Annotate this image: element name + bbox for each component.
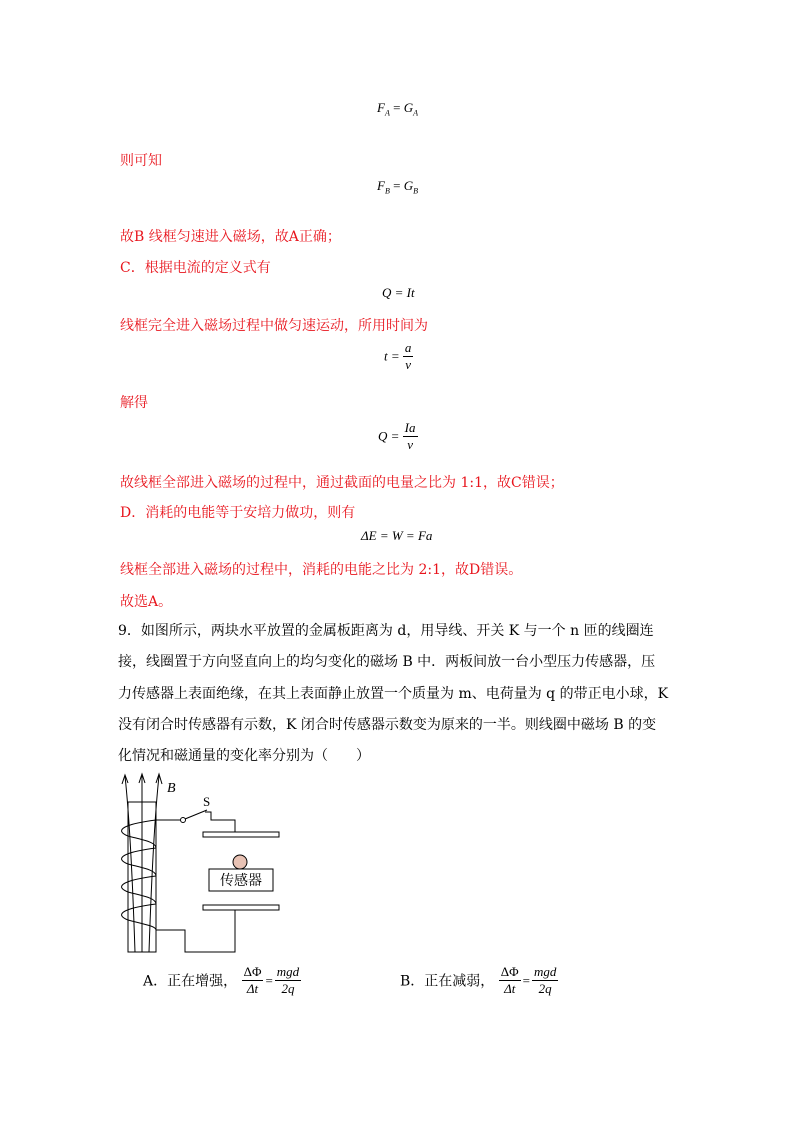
eq-subscript: B	[384, 186, 390, 196]
sensor-label: 传感器	[220, 873, 262, 889]
option-b[interactable]	[400, 964, 558, 997]
fraction-numerator: Ia	[404, 420, 416, 435]
fraction	[242, 964, 264, 997]
wire-to-top-plate	[205, 812, 235, 832]
eq-lhs: t =	[384, 348, 400, 364]
equation-q-it: Q = It	[382, 285, 415, 300]
eq-subscript: B	[413, 186, 418, 196]
question-9-line-5: 化情况和磁通量的变化率分别为（ ）	[118, 748, 370, 764]
top-plate	[203, 832, 279, 837]
question-9-line-2: 接，线圈置于方向竖直向上的均匀变化的磁场 B 中．两板间放一台小型压力传感器，压	[118, 654, 656, 670]
bottom-plate	[203, 905, 279, 910]
text-option-d: D．消耗的电能等于安培力做功，则有	[120, 505, 356, 521]
question-9-line-1: 9．如图所示，两块水平放置的金属板距离为 d，用导线、开关 K 与一个 n 匝的线圈连	[118, 623, 654, 639]
eq-symbol: F	[377, 100, 385, 115]
fraction-numerator: a	[404, 340, 412, 355]
equation-q-ia-over-v	[378, 420, 418, 453]
text-kezhi: 则可知	[120, 153, 162, 169]
option-a-formula	[242, 964, 302, 997]
equation-fb-gb	[377, 178, 418, 196]
eq-operator: =	[393, 100, 401, 115]
wire-bottom	[156, 910, 235, 952]
equation-fa-ga	[377, 100, 418, 118]
fraction-denominator: 2q	[281, 981, 295, 996]
option-b-formula	[499, 964, 559, 997]
switch-blade	[185, 810, 207, 819]
fraction-denominator: 2q	[538, 981, 552, 996]
question-9-line-3: 力传感器上表面绝缘，在其上表面静止放置一个质量为 m、电荷量为 q 的带正电小球，K	[118, 686, 669, 702]
question-9-line-4: 没有闭合时传感器有示数，K 闭合时传感器示数变为原来的一半。则线圈中磁场 B 的变	[118, 717, 657, 733]
charged-ball	[233, 855, 247, 869]
fraction-denominator: v	[405, 357, 412, 372]
fraction	[499, 964, 521, 997]
option-b-label: B．正在减弱，	[400, 973, 495, 990]
eq-operator: =	[265, 972, 273, 988]
eq-operator: =	[393, 178, 401, 193]
fraction-denominator: v	[407, 437, 413, 452]
fraction	[275, 964, 301, 997]
fraction	[403, 340, 414, 373]
equation-delta-e: ΔE = W = Fa	[361, 528, 433, 543]
fraction	[403, 420, 418, 453]
text-jiede: 解得	[120, 395, 148, 411]
field-label-b: B	[167, 781, 176, 796]
eq-symbol: G	[403, 100, 414, 115]
equation-t-a-over-v	[384, 340, 413, 373]
option-a-label: A．正在增强，	[143, 973, 238, 990]
fraction-denominator: Δt	[504, 981, 516, 996]
text-conclusion-c: 故线框全部进入磁场的过程中，通过截面的电量之比为 1:1，故C错误；	[120, 475, 564, 491]
text-conclusion-b: 故B 线框匀速进入磁场，故A正确；	[120, 229, 341, 245]
switch-pivot	[181, 818, 186, 823]
fraction-numerator: ΔΦ	[500, 964, 519, 979]
fraction-denominator: Δt	[246, 981, 259, 996]
eq-operator: =	[522, 972, 530, 988]
fraction-numerator: mgd	[533, 964, 557, 979]
fraction-numerator: mgd	[276, 964, 300, 979]
text-conclusion-d: 线框全部进入磁场的过程中，消耗的电能之比为 2:1，故D错误。	[120, 562, 523, 578]
circuit-diagram	[115, 772, 295, 962]
fraction-numerator: ΔΦ	[243, 964, 262, 979]
eq-symbol: F	[377, 178, 385, 193]
switch-label-s: S	[203, 794, 211, 809]
text-frame-time: 线框完全进入磁场过程中做匀速运动，所用时间为	[120, 318, 428, 334]
option-a[interactable]	[143, 964, 301, 997]
fraction	[532, 964, 558, 997]
text-option-c: C．根据电流的定义式有	[120, 260, 271, 276]
eq-subscript: A	[413, 108, 418, 118]
eq-symbol: G	[403, 178, 414, 193]
eq-subscript: A	[384, 108, 390, 118]
eq-lhs: Q =	[378, 428, 400, 444]
text-answer: 故选A。	[120, 594, 173, 610]
